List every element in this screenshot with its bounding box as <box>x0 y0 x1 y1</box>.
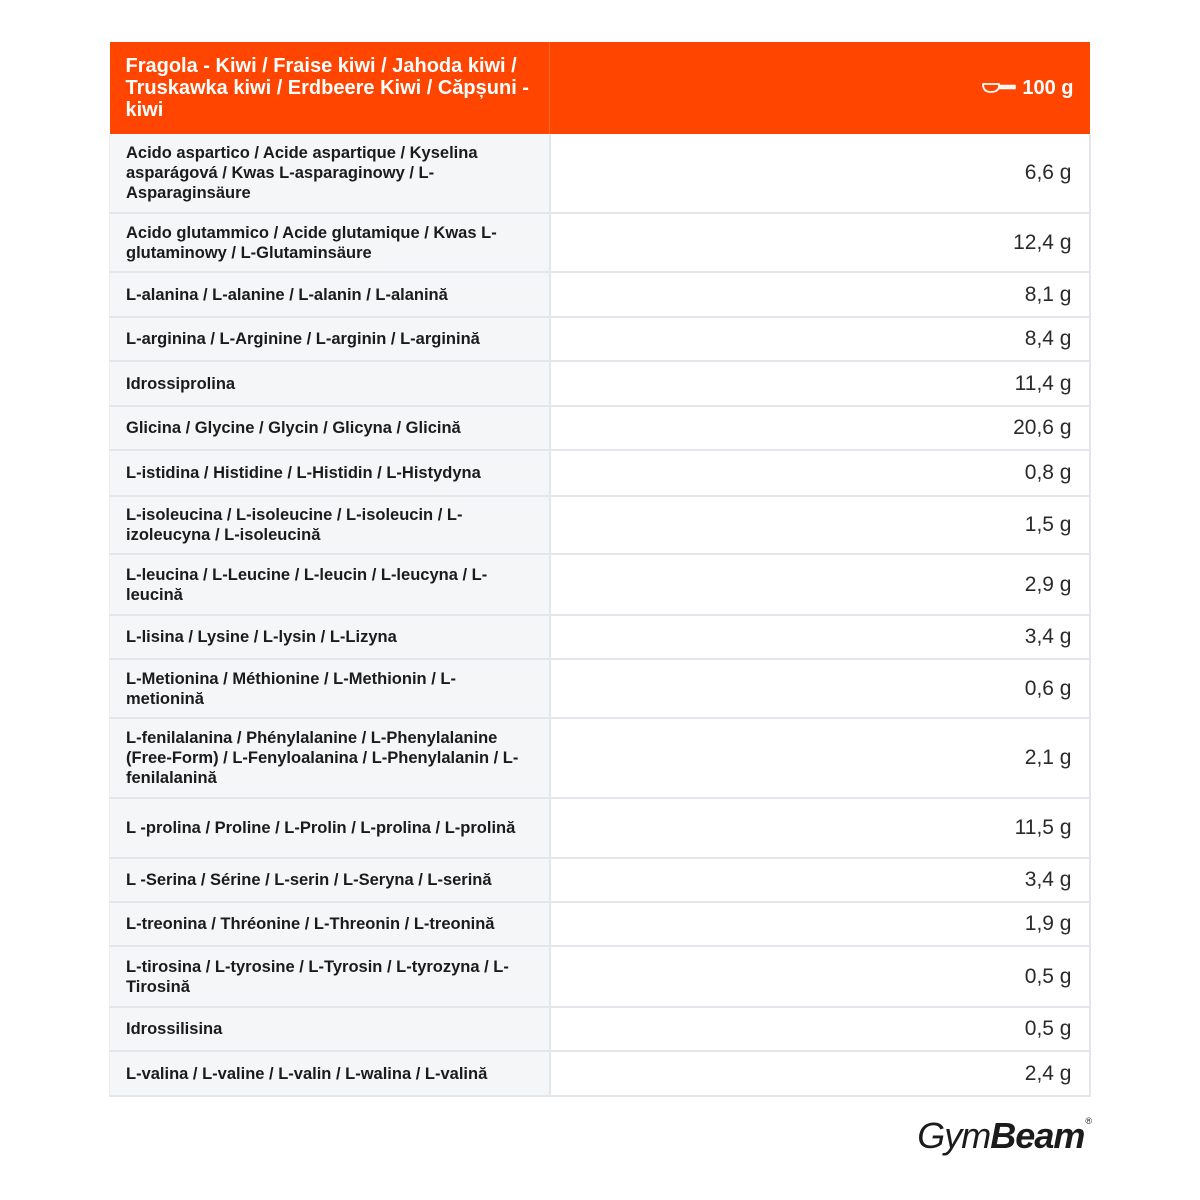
table-row <box>110 213 1090 272</box>
amino-acid-table <box>109 42 1091 1097</box>
table-row <box>110 134 1090 213</box>
table-row <box>110 946 1090 1007</box>
table-row <box>110 272 1090 317</box>
amino-acid-name: L-istidina / Histidine / L-Histidin / L-Histydyna <box>110 450 550 496</box>
table-row <box>110 554 1090 615</box>
table-row <box>110 496 1090 554</box>
amino-acid-value: 12,4 g <box>550 213 1090 272</box>
amino-acid-value: 8,4 g <box>550 317 1090 361</box>
flavor-header: Fragola - Kiwi / Fraise kiwi / Jahoda kiwi / Truskawka kiwi / Erdbeere Kiwi / Căpșuni - kiwi <box>110 42 550 134</box>
amino-acid-name: L-valina / L-valine / L-valin / L-walina / L-valină <box>110 1051 550 1096</box>
table-row <box>110 450 1090 496</box>
amino-acid-name: Acido glutammico / Acide glutamique / Kwas L-glutaminowy / L-Glutaminsäure <box>110 213 550 272</box>
amino-acid-name: L-Metionina / Méthionine / L-Methionin / L-metionină <box>110 659 550 718</box>
gymbeam-logo <box>917 1116 1090 1165</box>
table-row <box>110 317 1090 361</box>
amino-acid-name: L -prolina / Proline / L-Prolin / L-prolina / L-prolină <box>110 798 550 858</box>
amino-acid-name: L-treonina / Thréonine / L-Threonin / L-treonină <box>110 902 550 946</box>
serving-header <box>550 42 1090 134</box>
logo-gym: Gym <box>917 1115 991 1156</box>
amino-acid-value: 0,6 g <box>550 659 1090 718</box>
amino-acid-value: 8,1 g <box>550 272 1090 317</box>
table-row <box>110 361 1090 406</box>
amino-acid-name: Idrossiprolina <box>110 361 550 406</box>
amino-acid-value: 3,4 g <box>550 858 1090 902</box>
table-header <box>110 42 1090 134</box>
amino-acid-name: L-leucina / L-Leucine / L-leucin / L-leucyna / L-leucină <box>110 554 550 615</box>
amino-acid-value: 11,4 g <box>550 361 1090 406</box>
table-row <box>110 406 1090 450</box>
table-row <box>110 1051 1090 1096</box>
amino-acid-value: 6,6 g <box>550 134 1090 213</box>
amino-acid-name: L-lisina / Lysine / L-lysin / L-Lizyna <box>110 615 550 659</box>
table-row <box>110 1007 1090 1051</box>
amino-acid-name: L-fenilalanina / Phénylalanine / L-Phenylalanine (Free-Form) / L-Fenyloalanina / L-Phenylalanin / L-fenilalanină <box>110 718 550 798</box>
table-row <box>110 798 1090 858</box>
amino-acid-name: Idrossilisina <box>110 1007 550 1051</box>
amino-acid-value: 0,8 g <box>550 450 1090 496</box>
table-row <box>110 615 1090 659</box>
amino-acid-value: 20,6 g <box>550 406 1090 450</box>
amino-acid-name: L-tirosina / L-tyrosine / L-Tyrosin / L-tyrozyna / L-Tirosină <box>110 946 550 1007</box>
amino-acid-name: Glicina / Glycine / Glycin / Glicyna / Glicină <box>110 406 550 450</box>
serving-label: 100 g <box>1022 77 1074 99</box>
amino-acid-name: L-isoleucina / L-isoleucine / L-isoleucin / L-izoleucyna / L-isoleucină <box>110 496 550 554</box>
amino-acid-value: 11,5 g <box>550 798 1090 858</box>
amino-acid-name: L -Serina / Sérine / L-serin / L-Seryna / L-serină <box>110 858 550 902</box>
amino-acid-value: 2,4 g <box>550 1051 1090 1096</box>
table-row <box>110 858 1090 902</box>
table-body <box>110 134 1090 1096</box>
amino-acid-name: L-alanina / L-alanine / L-alanin / L-alanină <box>110 272 550 317</box>
logo-registered-mark: ® <box>1085 1116 1091 1126</box>
amino-acid-name: L-arginina / L-Arginine / L-arginin / L-arginină <box>110 317 550 361</box>
table-row <box>110 902 1090 946</box>
amino-acid-value: 2,9 g <box>550 554 1090 615</box>
scoop-icon <box>982 80 1016 94</box>
amino-acid-value: 1,9 g <box>550 902 1090 946</box>
amino-acid-value: 0,5 g <box>550 946 1090 1007</box>
table-row <box>110 718 1090 798</box>
amino-acid-value: 2,1 g <box>550 718 1090 798</box>
amino-acid-value: 3,4 g <box>550 615 1090 659</box>
logo-beam: Beam <box>990 1115 1085 1156</box>
table-row <box>110 659 1090 718</box>
amino-acid-value: 1,5 g <box>550 496 1090 554</box>
amino-acid-name: Acido aspartico / Acide aspartique / Kyselina asparágová / Kwas L-asparaginowy / L-Asparaginsäure <box>110 134 550 213</box>
amino-acid-value: 0,5 g <box>550 1007 1090 1051</box>
